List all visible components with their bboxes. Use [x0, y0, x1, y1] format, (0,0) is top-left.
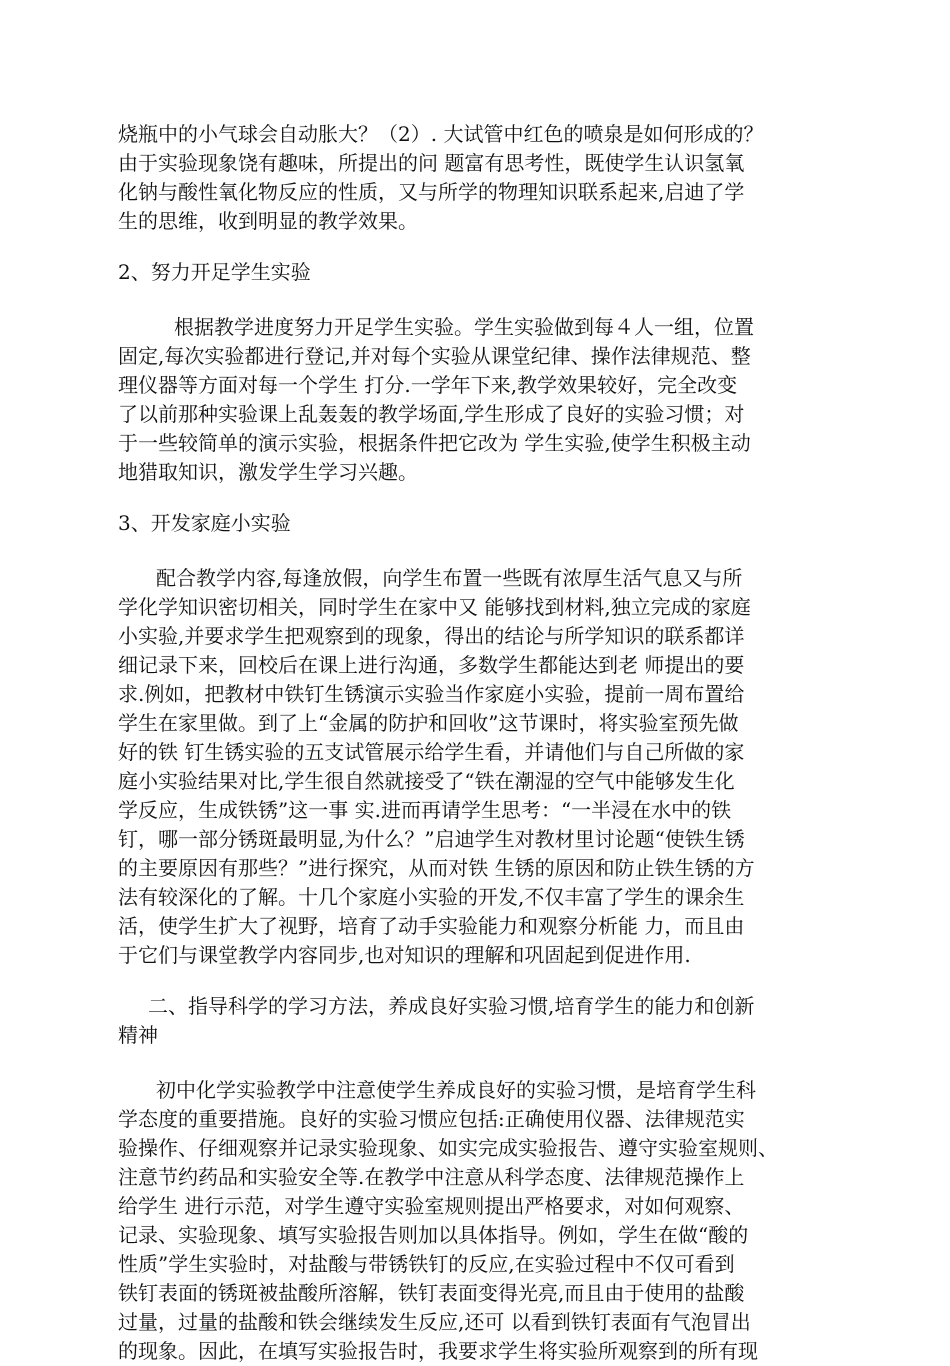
text-line: 的现象。因此，在填写实验报告时，我要求学生将实验所观察到的所有现 [118, 1339, 758, 1363]
section-heading-two [118, 992, 834, 1050]
document-page [118, 120, 834, 1366]
text-line: 地猎取知识，激发学生学习兴趣。 [118, 460, 418, 484]
heading-line: 精神 [118, 1023, 158, 1047]
paragraph-continuation [118, 120, 834, 236]
text-line: 过量，过量的盐酸和铁会继续发生反应,还可 以看到铁钉表面有气泡冒出 [118, 1310, 751, 1334]
text-line: 细记录下来，回校后在课上进行沟通，多数学生都能达到老 师提出的要 [118, 653, 745, 677]
text-line: 由于实验现象饶有趣味，所提出的问 题富有思考性，既使学生认识氢氧 [118, 151, 745, 175]
text-line: 活，使学生扩大了视野，培育了动手实验能力和观察分析能 力，而且由 [118, 914, 745, 938]
text-line: 理仪器等方面对每一个学生 打分.一学年下来,教学效果较好，完全改变 [118, 373, 738, 397]
text-line: 庭小实验结果对比,学生很自然就接受了“铁在潮湿的空气中能够发生化 [118, 769, 735, 793]
text-line: 注意节约药品和实验安全等.在教学中注意从科学态度、法律规范操作上 [118, 1165, 745, 1189]
text-line: 了以前那种实验课上乱轰轰的教学场面,学生形成了良好的实验习惯；对 [118, 402, 745, 426]
text-line: 的主要原因有那些？”进行探究，从而对铁 生锈的原因和防止铁生锈的方 [118, 856, 755, 880]
section-heading-2: 2、努力开足学生实验 [118, 260, 311, 284]
text-line: 根据教学进度努力开足学生实验。学生实验做到每４人一组，位置 [174, 315, 754, 339]
text-line: 生的思维，收到明显的教学效果。 [118, 209, 418, 233]
text-line: 铁钉表面的锈斑被盐酸所溶解，铁钉表面变得光亮,而且由于使用的盐酸 [118, 1281, 745, 1305]
text-line: 学生在家里做。到了上“金属的防护和回收”这节课时，将实验室预先做 [118, 711, 739, 735]
text-line: 小实验,并要求学生把观察到的现象，得出的结论与所学知识的联系都详 [118, 624, 745, 648]
text-line: 记录、实验现象、填写实验报告则加以具体指导。例如，学生在做“酸的 [118, 1223, 749, 1247]
text-line: 配合教学内容,每逢放假，向学生布置一些既有浓厚生活气息又与所 [156, 566, 743, 590]
text-line: 法有较深化的了解。十几个家庭小实验的开发,不仅丰富了学生的课余生 [118, 885, 745, 909]
text-line: 学反应，生成铁锈”这一事 实.进而再请学生思考：“一半浸在水中的铁 [118, 798, 732, 822]
text-line: 验操作、仔细观察并记录实验现象、如实完成实验报告、遵守实验室规则、 [118, 1136, 778, 1160]
text-line: 求.例如，把教材中铁钉生锈演示实验当作家庭小实验，提前一周布置给 [118, 682, 745, 706]
text-line: 化钠与酸性氧化物反应的性质，又与所学的物理知识联系起来,启迪了学 [118, 180, 745, 204]
text-line: 给学生 进行示范，对学生遵守实验室规则提出严格要求，对如何观察、 [118, 1194, 745, 1218]
text-line: 于一些较简单的演示实验，根据条件把它改为 学生实验,使学生积极主动 [118, 431, 751, 455]
text-line: 固定,每次实验都进行登记,并对每个实验从课堂纪律、操作法律规范、整 [118, 344, 751, 368]
section-heading-3: 3、开发家庭小实验 [118, 511, 291, 535]
paragraph-lab-habits [118, 1076, 834, 1366]
heading-line: 二、指导科学的学习方法，养成良好实验习惯,培育学生的能力和创新 [148, 994, 755, 1018]
text-line: 钉，哪一部分锈斑最明显,为什么？”启迪学生对教材里讨论题“使铁生锈 [118, 827, 745, 851]
text-line: 好的铁 钉生锈实验的五支试管展示给学生看，并请他们与自己所做的家 [118, 740, 745, 764]
text-line: 于它们与课堂教学内容同步,也对知识的理解和巩固起到促进作用. [118, 943, 691, 967]
text-line: 学态度的重要措施。良好的实验习惯应包括:正确使用仪器、法律规范实 [118, 1107, 745, 1131]
text-line: 烧瓶中的小气球会自动胀大？（2）. 大试管中红色的喷泉是如何形成的？ [118, 122, 764, 146]
text-line: 性质”学生实验时，对盐酸与带锈铁钉的反应,在实验过程中不仅可看到 [118, 1252, 735, 1276]
text-line: 初中化学实验教学中注意使学生养成良好的实验习惯，是培育学生科 [156, 1078, 756, 1102]
paragraph-home-experiments [118, 564, 834, 970]
text-line: 学化学知识密切相关，同时学生在家中又 能够找到材料,独立完成的家庭 [118, 595, 751, 619]
paragraph-student-experiments [118, 313, 834, 487]
